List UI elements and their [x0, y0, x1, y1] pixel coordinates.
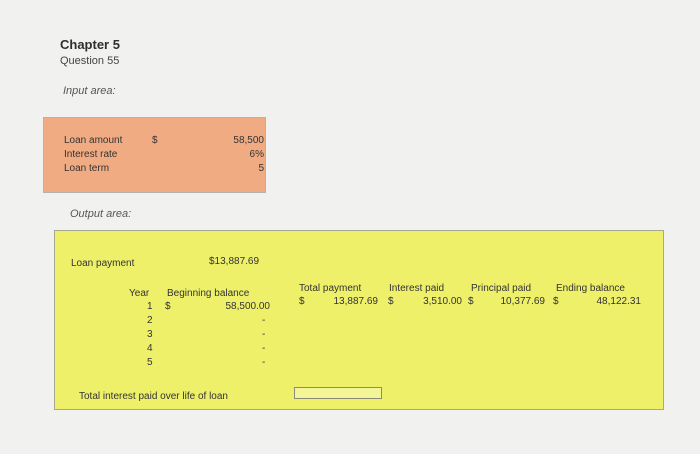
loan-payment-label: Loan payment: [71, 258, 135, 269]
year-cell[interactable]: 2: [147, 315, 153, 326]
interest-paid-cell[interactable]: 3,510.00: [423, 296, 462, 307]
loan-term-label: Loan term: [64, 163, 110, 174]
input-area-label: Input area:: [63, 85, 116, 97]
principal-paid-cell[interactable]: 10,377.69: [500, 296, 545, 307]
beginning-balance-cell[interactable]: 58,500.00: [225, 301, 270, 312]
total-payment-cell[interactable]: 13,887.69: [333, 296, 378, 307]
empty-cell-dash[interactable]: -: [262, 343, 266, 354]
ending-balance-cell[interactable]: 48,122.31: [596, 296, 641, 307]
total-interest-cell[interactable]: [294, 387, 382, 399]
output-area-label: Output area:: [70, 208, 132, 220]
input-area-box: [43, 117, 266, 193]
loan-amount-cell[interactable]: 58,500: [233, 135, 264, 146]
total-payment-header: Total payment: [299, 283, 362, 294]
interest-rate-cell[interactable]: 6%: [249, 149, 264, 160]
output-area-box: [54, 230, 664, 410]
beginning-balance-header: Beginning balance: [167, 288, 250, 299]
currency-symbol: $: [165, 301, 171, 312]
year-cell[interactable]: 5: [147, 357, 153, 368]
loan-amount-currency: $: [152, 135, 158, 146]
principal-paid-header: Principal paid: [471, 283, 532, 294]
interest-paid-header: Interest paid: [389, 283, 445, 294]
empty-cell-dash[interactable]: -: [262, 357, 266, 368]
currency-symbol: $: [468, 296, 474, 307]
question-subtitle: Question 55: [60, 55, 120, 67]
empty-cell-dash[interactable]: -: [262, 329, 266, 340]
currency-symbol: $: [553, 296, 559, 307]
ending-balance-header: Ending balance: [556, 283, 625, 294]
interest-rate-label: Interest rate: [64, 149, 118, 160]
chapter-title: Chapter 5: [60, 37, 120, 52]
year-cell[interactable]: 4: [147, 343, 153, 354]
loan-payment-cell[interactable]: $13,887.69: [209, 256, 260, 267]
total-interest-label: Total interest paid over life of loan: [79, 391, 228, 402]
loan-amount-label: Loan amount: [64, 135, 123, 146]
year-cell[interactable]: 1: [147, 301, 153, 312]
year-header: Year: [129, 288, 150, 299]
year-cell[interactable]: 3: [147, 329, 153, 340]
currency-symbol: $: [299, 296, 305, 307]
loan-term-cell[interactable]: 5: [258, 163, 264, 174]
empty-cell-dash[interactable]: -: [262, 315, 266, 326]
currency-symbol: $: [388, 296, 394, 307]
